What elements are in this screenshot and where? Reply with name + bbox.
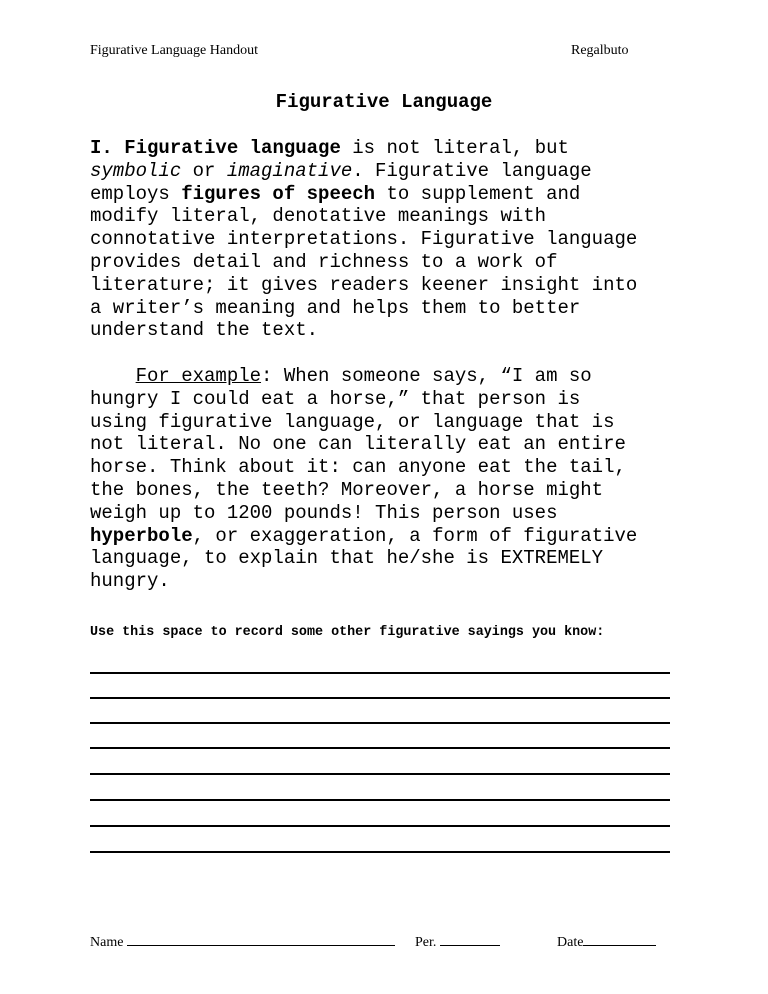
text: horse. Think about it: can anyone eat the tail, xyxy=(90,456,626,479)
name-blank[interactable] xyxy=(127,932,395,946)
header-left: Figurative Language Handout xyxy=(90,43,258,58)
term-figures-of-speech: figures of speech xyxy=(181,182,376,205)
period-label: Per. xyxy=(415,935,437,950)
text: : When someone says, “I am so xyxy=(261,365,592,387)
text: hungry I could eat a horse,” that person is xyxy=(90,387,581,410)
text: the bones, the teeth? Moreover, a horse might xyxy=(90,478,604,501)
writing-line[interactable] xyxy=(90,825,670,827)
page-title: Figurative Language xyxy=(275,91,493,113)
writing-line[interactable] xyxy=(90,747,670,749)
writing-line[interactable] xyxy=(90,799,670,801)
text: understand the text. xyxy=(90,319,319,342)
text: or xyxy=(181,159,227,182)
date-field[interactable] xyxy=(557,932,656,951)
text: weigh up to 1200 pounds! This person uses xyxy=(90,501,558,524)
text: a writer’s meaning and helps them to better xyxy=(90,296,581,319)
text: not literal. No one can literally eat an entire xyxy=(90,433,626,456)
writing-line[interactable] xyxy=(90,672,670,674)
text: using figurative language, or language that is xyxy=(90,410,615,433)
text: is not literal, but xyxy=(340,137,569,159)
text: , or exaggeration, a form of figurative xyxy=(192,524,638,547)
section-marker: I. xyxy=(90,137,125,159)
writing-line[interactable] xyxy=(90,773,670,775)
text: employs xyxy=(90,182,182,205)
text: to supplement and xyxy=(375,182,581,205)
writing-prompt: Use this space to record some other figurative sayings you know: xyxy=(90,625,605,640)
text: language, to explain that he/she is EXTREMELY xyxy=(90,547,604,570)
example-label: For example xyxy=(135,365,262,387)
writing-line[interactable] xyxy=(90,722,670,724)
period-blank[interactable] xyxy=(440,932,500,946)
header-right: Regalbuto xyxy=(571,43,629,58)
text: connotative interpretations. Figurative language xyxy=(90,228,638,251)
text: hungry. xyxy=(90,570,170,593)
text: . Figurative language xyxy=(352,159,592,182)
name-label: Name xyxy=(90,935,124,950)
emphasis-imaginative: imaginative xyxy=(226,159,353,182)
paragraph-example xyxy=(90,365,637,593)
writing-line[interactable] xyxy=(90,851,670,853)
indent xyxy=(90,365,136,387)
paragraph-definition xyxy=(90,137,637,342)
term-hyperbole: hyperbole xyxy=(90,524,193,547)
date-label: Date xyxy=(557,935,584,950)
name-field[interactable] xyxy=(90,932,395,951)
text: literature; it gives readers keener insight into xyxy=(90,273,638,296)
emphasis-symbolic: symbolic xyxy=(90,159,182,182)
text: provides detail and richness to a work of xyxy=(90,250,558,273)
text: modify literal, denotative meanings with xyxy=(90,205,547,228)
term-figurative-language: Figurative language xyxy=(124,137,341,159)
date-blank[interactable] xyxy=(583,932,656,946)
writing-line[interactable] xyxy=(90,697,670,699)
period-field[interactable] xyxy=(415,932,500,951)
